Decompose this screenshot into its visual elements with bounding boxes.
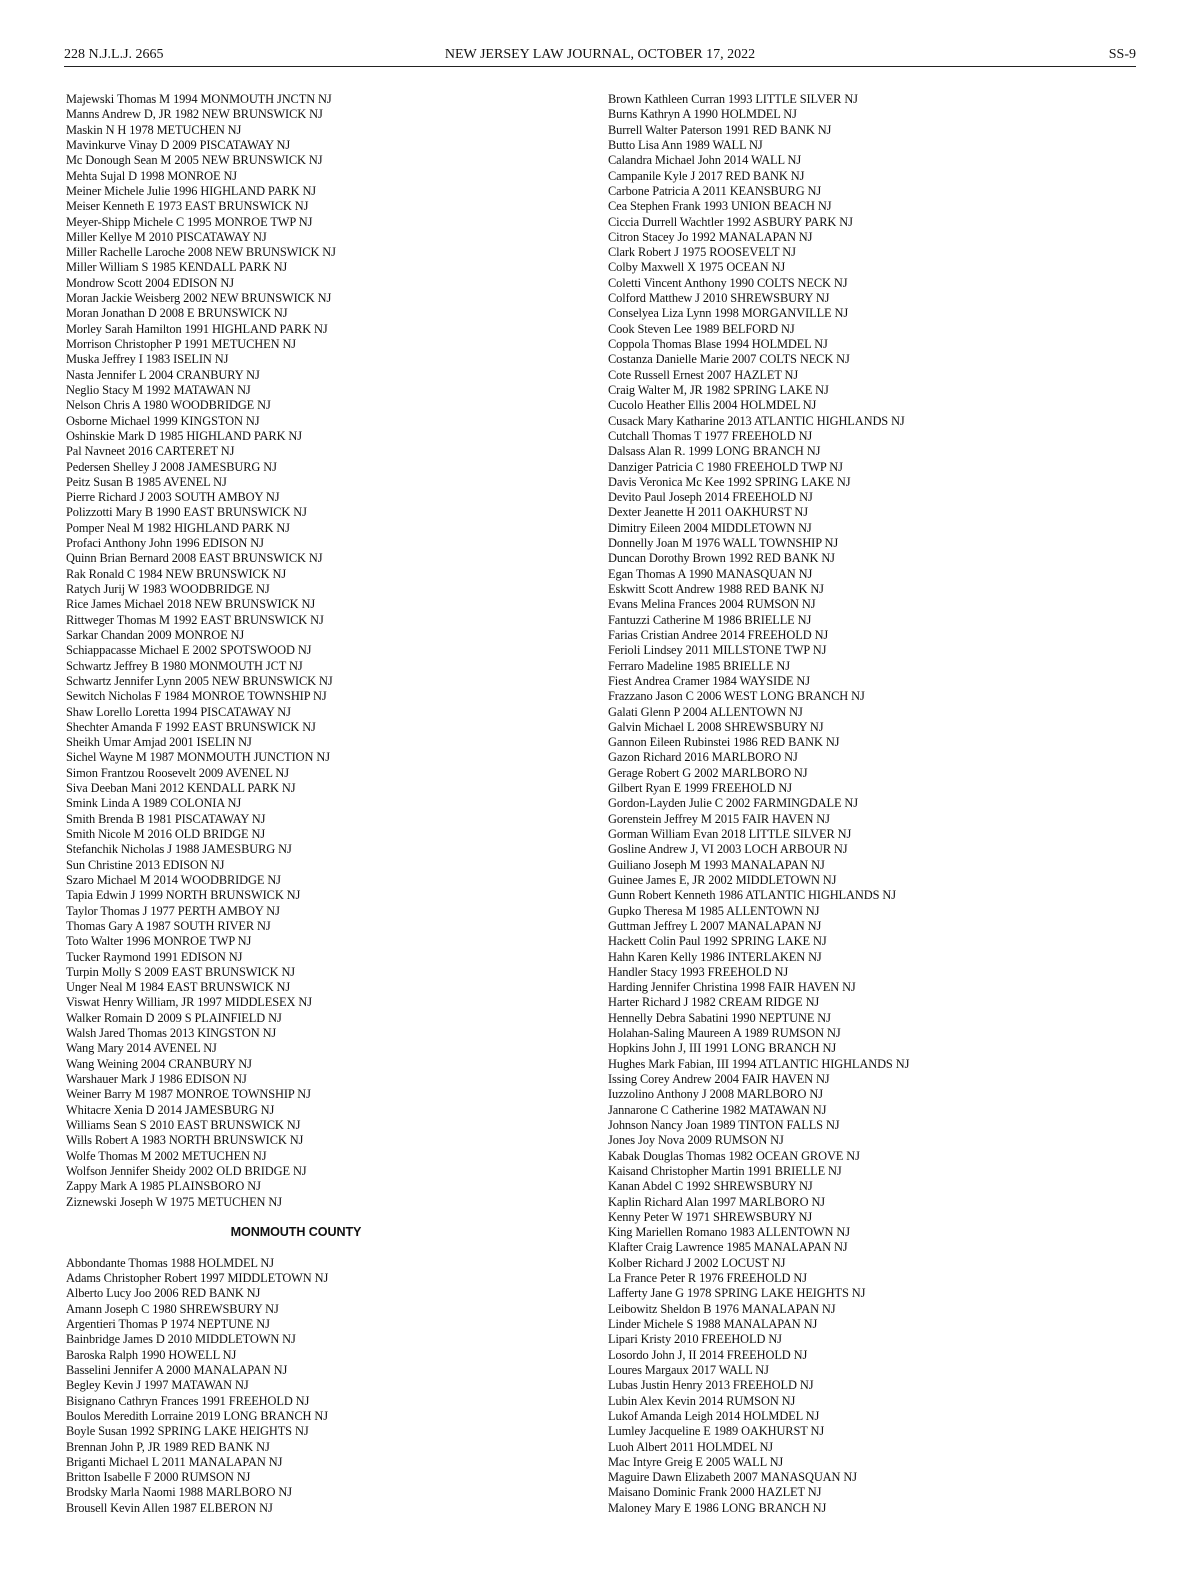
list-item: Butto Lisa Ann 1989 WALL NJ — [608, 137, 763, 152]
list-item: Majewski Thomas M 1994 MONMOUTH JNCTN NJ — [66, 92, 332, 106]
list-item: Pedersen Shelley J 2008 JAMESBURG NJ — [66, 459, 277, 474]
list-item: Szaro Michael M 2014 WOODBRIDGE NJ — [66, 872, 281, 887]
list-item: Mehta Sujal D 1998 MONROE NJ — [66, 168, 238, 183]
list-item: Gorman William Evan 2018 LITTLE SILVER NJ — [608, 827, 852, 841]
list-item: Maloney Mary E 1986 LONG BRANCH NJ — [608, 1500, 827, 1515]
list-item: Kabak Douglas Thomas 1982 OCEAN GROVE NJ — [608, 1148, 860, 1163]
list-item: Frazzano Jason C 2006 WEST LONG BRANCH NJ — [608, 689, 865, 704]
list-item: Gupko Theresa M 1985 ALLENTOWN NJ — [608, 903, 820, 918]
list-item: Coletti Vincent Anthony 1990 COLTS NECK NJ — [608, 275, 848, 290]
list-item: Citron Stacey Jo 1992 MANALAPAN NJ — [608, 229, 813, 244]
list-item: Hughes Mark Fabian, III 1994 ATLANTIC HIGHLANDS NJ — [608, 1056, 910, 1071]
list-item: Bainbridge James D 2010 MIDDLETOWN NJ — [66, 1332, 296, 1347]
list-item: Tucker Raymond 1991 EDISON NJ — [66, 949, 243, 964]
list-item: Profaci Anthony John 1996 EDISON NJ — [66, 536, 264, 551]
list-item: Carbone Patricia A 2011 KEANSBURG NJ — [608, 183, 822, 198]
list-item: Ciccia Durrell Wachtler 1992 ASBURY PARK NJ — [608, 214, 853, 229]
list-item: Moran Jonathan D 2008 E BRUNSWICK NJ — [66, 306, 288, 321]
list-item: Losordo John J, II 2014 FREEHOLD NJ — [608, 1347, 808, 1362]
list-item: Cucolo Heather Ellis 2004 HOLMDEL NJ — [608, 398, 817, 413]
list-item: La France Peter R 1976 FREEHOLD NJ — [608, 1271, 807, 1286]
list-item: Burns Kathryn A 1990 HOLMDEL NJ — [608, 107, 797, 122]
list-item: Sun Christine 2013 EDISON NJ — [66, 857, 225, 872]
list-item: King Mariellen Romano 1983 ALLENTOWN NJ — [608, 1225, 850, 1240]
list-item: Turpin Molly S 2009 EAST BRUNSWICK NJ — [66, 964, 296, 979]
list-item: Brodsky Marla Naomi 1988 MARLBORO NJ — [66, 1485, 292, 1500]
right-column — [608, 92, 1148, 1516]
list-item: Guinee James E, JR 2002 MIDDLETOWN NJ — [608, 872, 837, 887]
list-item: Alberto Lucy Joo 2006 RED BANK NJ — [66, 1286, 261, 1301]
list-item: Briganti Michael L 2011 MANALAPAN NJ — [66, 1454, 283, 1469]
list-item: Galvin Michael L 2008 SHREWSBURY NJ — [608, 719, 824, 734]
list-item: Schiappacasse Michael E 2002 SPOTSWOOD NJ — [66, 643, 312, 658]
list-item: Davis Veronica Mc Kee 1992 SPRING LAKE NJ — [608, 474, 851, 489]
list-item: Wills Robert A 1983 NORTH BRUNSWICK NJ — [66, 1133, 304, 1148]
list-item: Kanan Abdel C 1992 SHREWSBURY NJ — [608, 1179, 813, 1194]
list-item: Loures Margaux 2017 WALL NJ — [608, 1362, 769, 1377]
list-item: Cea Stephen Frank 1993 UNION BEACH NJ — [608, 199, 832, 214]
list-item: Brousell Kevin Allen 1987 ELBERON NJ — [66, 1500, 273, 1515]
list-item: Jannarone C Catherine 1982 MATAWAN NJ — [608, 1102, 827, 1117]
list-item: Cusack Mary Katharine 2013 ATLANTIC HIGHLANDS NJ — [608, 413, 905, 428]
list-item: Bisignano Cathryn Frances 1991 FREEHOLD NJ — [66, 1393, 310, 1408]
list-item: Smith Nicole M 2016 OLD BRIDGE NJ — [66, 827, 266, 841]
list-item: Colford Matthew J 2010 SHREWSBURY NJ — [608, 291, 830, 306]
list-item: Siva Deeban Mani 2012 KENDALL PARK NJ — [66, 781, 296, 796]
list-item: Kenny Peter W 1971 SHREWSBURY NJ — [608, 1209, 813, 1224]
list-item: Galati Glenn P 2004 ALLENTOWN NJ — [608, 704, 803, 719]
list-item: Duncan Dorothy Brown 1992 RED BANK NJ — [608, 551, 835, 566]
list-item: Argentieri Thomas P 1974 NEPTUNE NJ — [66, 1317, 270, 1331]
list-item: Luoh Albert 2011 HOLMDEL NJ — [608, 1439, 774, 1454]
list-item: Sichel Wayne M 1987 MONMOUTH JUNCTION NJ — [66, 750, 330, 765]
list-item: Stefanchik Nicholas J 1988 JAMESBURG NJ — [66, 842, 292, 857]
list-item: Toto Walter 1996 MONROE TWP NJ — [66, 934, 252, 949]
list-item: Muska Jeffrey I 1983 ISELIN NJ — [66, 352, 229, 367]
list-item: Calandra Michael John 2014 WALL NJ — [608, 153, 802, 168]
list-item: Wang Weining 2004 CRANBURY NJ — [66, 1056, 252, 1071]
list-item: Leibowitz Sheldon B 1976 MANALAPAN NJ — [608, 1301, 836, 1316]
list-item: Jones Joy Nova 2009 RUMSON NJ — [608, 1133, 784, 1148]
list-item: Maguire Dawn Elizabeth 2007 MANASQUAN NJ — [608, 1470, 857, 1485]
list-item: Shechter Amanda F 1992 EAST BRUNSWICK NJ — [66, 719, 316, 734]
list-item: Meiner Michele Julie 1996 HIGHLAND PARK NJ — [66, 183, 317, 198]
list-item: Tapia Edwin J 1999 NORTH BRUNSWICK NJ — [66, 888, 301, 903]
list-item: Maisano Dominic Frank 2000 HAZLET NJ — [608, 1485, 822, 1500]
list-item: Gerage Robert G 2002 MARLBORO NJ — [608, 765, 808, 780]
list-item: Morley Sarah Hamilton 1991 HIGHLAND PARK NJ — [66, 321, 328, 336]
list-item: Miller Rachelle Laroche 2008 NEW BRUNSWICK NJ — [66, 245, 336, 260]
list-item: Mc Donough Sean M 2005 NEW BRUNSWICK NJ — [66, 153, 323, 168]
list-item: Walker Romain D 2009 S PLAINFIELD NJ — [66, 1010, 282, 1025]
list-item: Egan Thomas A 1990 MANASQUAN NJ — [608, 566, 813, 581]
left-column — [66, 92, 546, 1516]
list-item: Dimitry Eileen 2004 MIDDLETOWN NJ — [608, 520, 812, 535]
list-item: Eskwitt Scott Andrew 1988 RED BANK NJ — [608, 582, 824, 596]
list-item: Hackett Colin Paul 1992 SPRING LAKE NJ — [608, 934, 827, 949]
list-item: Gordon-Layden Julie C 2002 FARMINGDALE NJ — [608, 796, 858, 811]
list-item: Polizzotti Mary B 1990 EAST BRUNSWICK NJ — [66, 505, 307, 520]
list-item: Moran Jackie Weisberg 2002 NEW BRUNSWICK NJ — [66, 291, 332, 306]
list-item: Dalsass Alan R. 1999 LONG BRANCH NJ — [608, 444, 821, 459]
list-item: Mavinkurve Vinay D 2009 PISCATAWAY NJ — [66, 137, 291, 152]
list-item: Hennelly Debra Sabatini 1990 NEPTUNE NJ — [608, 1010, 831, 1025]
list-item: Lipari Kristy 2010 FREEHOLD NJ — [608, 1332, 782, 1347]
list-item: Pierre Richard J 2003 SOUTH AMBOY NJ — [66, 490, 280, 505]
list-item: Adams Christopher Robert 1997 MIDDLETOWN NJ — [66, 1271, 329, 1286]
list-item: Ferioli Lindsey 2011 MILLSTONE TWP NJ — [608, 643, 827, 658]
list-item: Oshinskie Mark D 1985 HIGHLAND PARK NJ — [66, 428, 302, 443]
list-item: Lumley Jacqueline E 1989 OAKHURST NJ — [608, 1424, 825, 1439]
list-item: Williams Sean S 2010 EAST BRUNSWICK NJ — [66, 1117, 301, 1132]
list-item: Morrison Christopher P 1991 METUCHEN NJ — [66, 337, 297, 351]
list-item: Dexter Jeanette H 2011 OAKHURST NJ — [608, 505, 808, 520]
section-title: MONMOUTH COUNTY — [230, 1225, 362, 1240]
list-item: Boyle Susan 1992 SPRING LAKE HEIGHTS NJ — [66, 1424, 309, 1439]
list-item: Sheikh Umar Amjad 2001 ISELIN NJ — [66, 735, 252, 750]
list-item: Conselyea Liza Lynn 1998 MORGANVILLE NJ — [608, 306, 849, 321]
citation: 228 N.J.L.J. 2665 — [64, 47, 164, 62]
list-item: Linder Michele S 1988 MANALAPAN NJ — [608, 1317, 818, 1331]
list-item: Brennan John P, JR 1989 RED BANK NJ — [66, 1439, 270, 1454]
list-item: Thomas Gary A 1987 SOUTH RIVER NJ — [66, 918, 271, 933]
list-item: Handler Stacy 1993 FREEHOLD NJ — [608, 964, 789, 979]
list-item: Danziger Patricia C 1980 FREEHOLD TWP NJ — [608, 459, 843, 474]
list-item: Harter Richard J 1982 CREAM RIDGE NJ — [608, 995, 820, 1010]
list-item: Ratych Jurij W 1983 WOODBRIDGE NJ — [66, 582, 270, 596]
list-item: Begley Kevin J 1997 MATAWAN NJ — [66, 1378, 249, 1393]
list-item: Basselini Jennifer A 2000 MANALAPAN NJ — [66, 1362, 288, 1377]
list-item: Colby Maxwell X 1975 OCEAN NJ — [608, 260, 786, 275]
list-item: Kolber Richard J 2002 LOCUST NJ — [608, 1255, 786, 1270]
list-item: Simon Frantzou Roosevelt 2009 AVENEL NJ — [66, 765, 289, 780]
list-item: Cutchall Thomas T 1977 FREEHOLD NJ — [608, 428, 813, 443]
list-item: Pal Navneet 2016 CARTERET NJ — [66, 444, 235, 459]
list-item: Wolfson Jennifer Sheidy 2002 OLD BRIDGE NJ — [66, 1163, 307, 1178]
list-item: Gilbert Ryan E 1999 FREEHOLD NJ — [608, 781, 792, 796]
list-item: Manns Andrew D, JR 1982 NEW BRUNSWICK NJ — [66, 107, 323, 122]
list-item: Mac Intyre Greig E 2005 WALL NJ — [608, 1454, 784, 1469]
list-item: Smith Brenda B 1981 PISCATAWAY NJ — [66, 811, 266, 826]
list-item: Nelson Chris A 1980 WOODBRIDGE NJ — [66, 398, 271, 413]
page-number: SS-9 — [1108, 47, 1136, 62]
list-item: Cook Steven Lee 1989 BELFORD NJ — [608, 321, 795, 336]
list-item: Evans Melina Frances 2004 RUMSON NJ — [608, 597, 816, 612]
list-item: Quinn Brian Bernard 2008 EAST BRUNSWICK NJ — [66, 551, 323, 566]
list-item: Ziznewski Joseph W 1975 METUCHEN NJ — [66, 1194, 282, 1209]
list-item: Britton Isabelle F 2000 RUMSON NJ — [66, 1470, 251, 1485]
list-item: Johnson Nancy Joan 1989 TINTON FALLS NJ — [608, 1117, 840, 1132]
list-item: Abbondante Thomas 1988 HOLMDEL NJ — [66, 1255, 275, 1270]
list-item: Lubin Alex Kevin 2014 RUMSON NJ — [608, 1393, 796, 1408]
list-item: Campanile Kyle J 2017 RED BANK NJ — [608, 168, 805, 183]
list-item: Shaw Lorello Loretta 1994 PISCATAWAY NJ — [66, 704, 291, 719]
list-item: Neglio Stacy M 1992 MATAWAN NJ — [66, 382, 251, 397]
list-item: Gunn Robert Kenneth 1986 ATLANTIC HIGHLANDS NJ — [608, 888, 896, 903]
list-item: Gazon Richard 2016 MARLBORO NJ — [608, 750, 798, 765]
list-item: Taylor Thomas J 1977 PERTH AMBOY NJ — [66, 903, 280, 918]
list-item: Amann Joseph C 1980 SHREWSBURY NJ — [66, 1301, 279, 1316]
page-header — [64, 44, 1136, 67]
list-item: Iuzzolino Anthony J 2008 MARLBORO NJ — [608, 1087, 823, 1102]
list-item: Hopkins John J, III 1991 LONG BRANCH NJ — [608, 1041, 837, 1056]
monmouth-list-right — [608, 92, 1148, 1516]
list-item: Sewitch Nicholas F 1984 MONROE TOWNSHIP NJ — [66, 689, 327, 704]
list-item: Cote Russell Ernest 2007 HAZLET NJ — [608, 367, 799, 382]
list-item: Nasta Jennifer L 2004 CRANBURY NJ — [66, 367, 260, 382]
list-item: Fiest Andrea Cramer 1984 WAYSIDE NJ — [608, 673, 810, 688]
list-item: Clark Robert J 1975 ROOSEVELT NJ — [608, 245, 796, 260]
list-item: Peitz Susan B 1985 AVENEL NJ — [66, 474, 227, 489]
list-item: Costanza Danielle Marie 2007 COLTS NECK NJ — [608, 352, 850, 367]
list-item: Schwartz Jeffrey B 1980 MONMOUTH JCT NJ — [66, 658, 303, 673]
list-item: Kaplin Richard Alan 1997 MARLBORO NJ — [608, 1194, 826, 1209]
list-item: Gorenstein Jeffrey M 2015 FAIR HAVEN NJ — [608, 811, 830, 826]
list-item: Mondrow Scott 2004 EDISON NJ — [66, 275, 234, 290]
list-item: Lafferty Jane G 1978 SPRING LAKE HEIGHTS NJ — [608, 1286, 866, 1301]
list-item: Brown Kathleen Curran 1993 LITTLE SILVER NJ — [608, 92, 858, 106]
list-item: Craig Walter M, JR 1982 SPRING LAKE NJ — [608, 382, 829, 397]
list-item: Burrell Walter Paterson 1991 RED BANK NJ — [608, 122, 832, 137]
list-item: Meiser Kenneth E 1973 EAST BRUNSWICK NJ — [66, 199, 309, 214]
list-item: Whitacre Xenia D 2014 JAMESBURG NJ — [66, 1102, 275, 1117]
list-item: Farias Cristian Andree 2014 FREEHOLD NJ — [608, 627, 829, 642]
list-item: Gannon Eileen Rubinstei 1986 RED BANK NJ — [608, 735, 840, 750]
list-item: Guiliano Joseph M 1993 MANALAPAN NJ — [608, 857, 825, 872]
list-item: Coppola Thomas Blase 1994 HOLMDEL NJ — [608, 337, 828, 351]
list-item: Unger Neal M 1984 EAST BRUNSWICK NJ — [66, 980, 291, 995]
list-item: Kaisand Christopher Martin 1991 BRIELLE NJ — [608, 1163, 842, 1178]
monmouth-list-left — [66, 1256, 546, 1516]
list-item: Rittweger Thomas M 1992 EAST BRUNSWICK NJ — [66, 612, 324, 627]
list-item: Donnelly Joan M 1976 WALL TOWNSHIP NJ — [608, 536, 839, 551]
list-item: Warshauer Mark J 1986 EDISON NJ — [66, 1072, 247, 1086]
list-item: Fantuzzi Catherine M 1986 BRIELLE NJ — [608, 612, 812, 627]
list-item: Smink Linda A 1989 COLONIA NJ — [66, 796, 242, 811]
publication-title: NEW JERSEY LAW JOURNAL, OCTOBER 17, 2022 — [444, 47, 756, 62]
list-item: Osborne Michael 1999 KINGSTON NJ — [66, 413, 260, 428]
list-item: Weiner Barry M 1987 MONROE TOWNSHIP NJ — [66, 1087, 311, 1102]
list-item: Wolfe Thomas M 2002 METUCHEN NJ — [66, 1148, 267, 1163]
list-item: Boulos Meredith Lorraine 2019 LONG BRANCH NJ — [66, 1408, 328, 1423]
list-item: Harding Jennifer Christina 1998 FAIR HAVEN NJ — [608, 980, 856, 995]
list-item: Wang Mary 2014 AVENEL NJ — [66, 1041, 217, 1056]
list-item: Ferraro Madeline 1985 BRIELLE NJ — [608, 658, 790, 673]
list-item: Maskin N H 1978 METUCHEN NJ — [66, 122, 242, 137]
middlesex-list — [66, 92, 546, 1210]
list-item: Lubas Justin Henry 2013 FREEHOLD NJ — [608, 1378, 814, 1393]
list-item: Devito Paul Joseph 2014 FREEHOLD NJ — [608, 490, 813, 505]
list-item: Zappy Mark A 1985 PLAINSBORO NJ — [66, 1179, 261, 1194]
list-item: Holahan-Saling Maureen A 1989 RUMSON NJ — [608, 1026, 841, 1041]
list-item: Hahn Karen Kelly 1986 INTERLAKEN NJ — [608, 949, 822, 964]
list-item: Issing Corey Andrew 2004 FAIR HAVEN NJ — [608, 1072, 830, 1086]
list-item: Rice James Michael 2018 NEW BRUNSWICK NJ — [66, 597, 316, 612]
list-item: Klafter Craig Lawrence 1985 MANALAPAN NJ — [608, 1240, 848, 1255]
list-item: Miller Kellye M 2010 PISCATAWAY NJ — [66, 229, 267, 244]
list-item: Walsh Jared Thomas 2013 KINGSTON NJ — [66, 1026, 277, 1041]
list-item: Lukof Amanda Leigh 2014 HOLMDEL NJ — [608, 1408, 820, 1423]
list-item: Miller William S 1985 KENDALL PARK NJ — [66, 260, 288, 275]
list-item: Baroska Ralph 1990 HOWELL NJ — [66, 1347, 237, 1362]
list-item: Sarkar Chandan 2009 MONROE NJ — [66, 627, 245, 642]
list-item: Pomper Neal M 1982 HIGHLAND PARK NJ — [66, 520, 290, 535]
list-item: Schwartz Jennifer Lynn 2005 NEW BRUNSWICK NJ — [66, 673, 333, 688]
list-item: Viswat Henry William, JR 1997 MIDDLESEX NJ — [66, 995, 312, 1010]
list-item: Rak Ronald C 1984 NEW BRUNSWICK NJ — [66, 566, 287, 581]
list-item: Guttman Jeffrey L 2007 MANALAPAN NJ — [608, 918, 822, 933]
list-item: Gosline Andrew J, VI 2003 LOCH ARBOUR NJ — [608, 842, 848, 857]
list-item: Meyer-Shipp Michele C 1995 MONROE TWP NJ — [66, 214, 313, 229]
